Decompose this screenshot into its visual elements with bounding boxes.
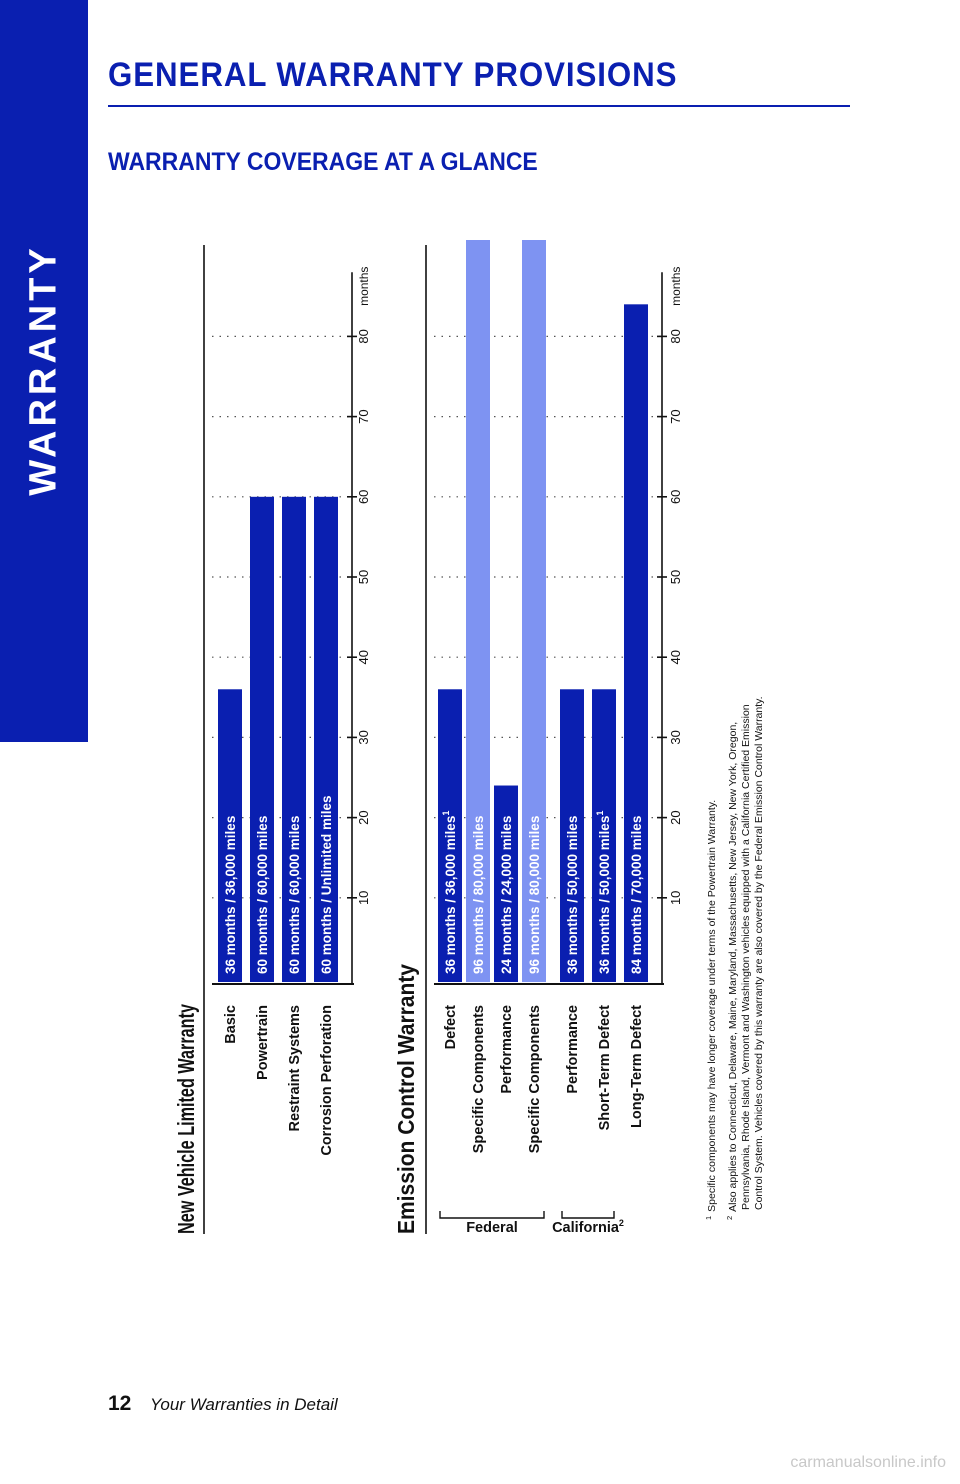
title-rule (108, 105, 850, 107)
chart1-bar-label: 24 months / 24,000 miles (499, 815, 514, 974)
chart1-title: Emission Control Warranty (393, 938, 419, 1234)
chart1-group-footnote-mark: 2 (618, 1218, 624, 1228)
chart0-tick-label: 80 (356, 329, 371, 344)
watermark: carmanualsonline.info (790, 1454, 946, 1471)
chart1-tick-label: 80 (668, 329, 683, 344)
chart1-category-label: Specific Components (527, 1005, 543, 1154)
chart1-bar-label: 36 months / 50,000 miles (565, 815, 580, 974)
chart0-tick-label: 40 (356, 649, 371, 665)
chart1-bar-label: 96 months / 80,000 miles (527, 815, 542, 974)
chart1-category-label: Long-Term Defect (629, 1005, 645, 1128)
side-tab (0, 0, 88, 742)
chart1-bar-label: 36 months / 36,000 miles$^1$ (441, 810, 458, 974)
chart1-group-label: Federal (466, 1220, 518, 1236)
chart1-bar-label: 84 months / 70,000 miles (629, 815, 644, 974)
footnote-text: Also applies to Connecticut, Delaware, Maine, Maryland, Massachusetts, New Jersey, New York, Oregon, (727, 721, 739, 1212)
chart1-unit-label: months (669, 266, 683, 306)
chart1-category-label: Performance (499, 1005, 515, 1094)
chart1-tick-label: 60 (668, 489, 683, 505)
footnote-mark: 1 (704, 1215, 713, 1220)
chart1-category-label: Performance (565, 1005, 581, 1094)
footnote-text: Specific components may have longer coverage under terms of the Powertrain Warranty. (706, 799, 718, 1212)
chart1-tick-label: 20 (668, 810, 683, 825)
chart1-bar-footnote-mark: 1 (595, 810, 605, 816)
footnote-2-line: Pennsylvania, Rhode Island, Vermont and Washington vehicles equipped with a California Certified Emission (740, 704, 752, 1210)
chart1-tick-label: 50 (668, 569, 683, 585)
chart1-category-label: Specific Components (471, 1005, 487, 1154)
chart0-category-label: Corrosion Perforation (319, 1005, 335, 1156)
chart0-tick-label: 20 (356, 810, 371, 825)
chart1-tick-label: 30 (668, 730, 683, 745)
chart1-tick-label: 70 (668, 409, 683, 424)
footnote-mark: 2 (725, 1215, 734, 1220)
chart1-group-label: California$^2$ (552, 1218, 624, 1236)
footnote-1-line (704, 800, 718, 1220)
chart0-category-label: Basic (223, 1005, 239, 1044)
chart-rotated-content (173, 240, 765, 1236)
chart0-tick-label: 30 (356, 730, 371, 745)
chart1-category-label: Short-Term Defect (597, 1005, 613, 1131)
chart0-category-label: Restraint Systems (287, 1005, 303, 1132)
chart0-bar-label: 60 months / Unlimited miles (319, 795, 334, 974)
chart0-tick-label: 50 (356, 569, 371, 585)
chart0-bar-label: 60 months / 60,000 miles (287, 815, 302, 974)
chart1-tick-label: 10 (668, 890, 683, 906)
chart0-bar-label: 36 months / 36,000 miles (223, 815, 238, 974)
page-number: 12 (108, 1392, 132, 1415)
section-heading: WARRANTY COVERAGE AT A GLANCE (108, 148, 538, 176)
chart0-bar-label: 60 months / 60,000 miles (255, 815, 270, 974)
side-tab-label: WARRANTY (22, 244, 65, 496)
page-footer-text: Your Warranties in Detail (150, 1395, 338, 1414)
chart0-tick-label: 10 (356, 890, 371, 906)
chart1-bar-label: 96 months / 80,000 miles (471, 815, 486, 974)
chart1-tick-label: 40 (668, 649, 683, 665)
chart0-tick-label: 70 (356, 409, 371, 424)
chart1-group-bracket (440, 1211, 544, 1218)
chart1-bar-label: 36 months / 50,000 miles$^1$ (595, 810, 612, 974)
footnote-2-line (725, 722, 739, 1220)
chart1-category-label: Defect (443, 1005, 459, 1050)
chart0-title: New Vehicle Limited Warranty (173, 907, 199, 1234)
chart1-group-bracket (562, 1211, 614, 1218)
warranty-coverage-chart (170, 240, 810, 1240)
chart0-unit-label: months (357, 266, 371, 306)
page-title: GENERAL WARRANTY PROVISIONS (108, 56, 678, 94)
chart0-tick-label: 60 (356, 489, 371, 505)
chart1-bar-footnote-mark: 1 (441, 810, 451, 816)
chart0-category-label: Powertrain (255, 1005, 271, 1080)
footnote-2-line: Control System. Vehicles covered by this warranty are also covered by the Federal Emission Control Warranty. (753, 696, 765, 1210)
